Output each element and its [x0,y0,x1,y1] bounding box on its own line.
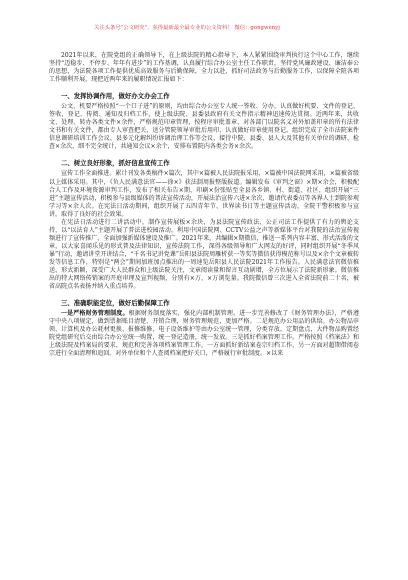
header-notice-text: 关注头条号"公文研究"，获得最新最全最专业的公文资料！ 微信：gongwenyj [94,25,280,31]
paragraph-spacer [49,151,359,155]
section-3-lead: 一是严格财务管理制度。 [61,310,129,318]
document-body [49,52,359,358]
section-3-text: 根据财务制度落实，强化内部机制管理。进一步完善修改了《财务管理办法》，严格遵守中央八项规定，做到票据账目清楚、开销合理，财务管理规范，更加严格。二是规范办公用品的供给。办公物品申领、计算机及办公耗材更换、报修维修，电子设备维护等由办公室统一管理，分类存放，定期盘点，大件物品购置经院党组研究后交由综合办公室统一购置，统一登记造册，统一发放。三是抓好档案管理工作。严格按照《档案法》和上级法院及档案局的要求，规范和完善各项档案管理工作，一方面抓好新结案卷宗归档工作，另一方面对超期借阅卷宗进行全面清理和追回。对外单位和个人查阅档案把好关口，严格履行审批制度。×以来 [49,310,359,358]
section-1-paragraph-1: 公文、机要严格按照“一个口子进”的原则，均由综合办公室专人统一签收、分办，认真做好机要、文件的登记、签收、登记、传阅、通知及归档工作，使上级法院、县委县政府有关文件指示精神迅速传达贯彻。近两年来，共收文、处理、转办各类文件×余件，严格规范印章管理，按程序审批盖章，对各部门以院名义对外加盖印章的所有法律文书和有关文件，都由专人审查把关，送分管院领导审批后用印，认真做好印章使用登记。组织完成了全市法院案件信息调研培训工作会议、县多元化解纠纷诉调治理工作等会议，接待中院、县委、县人大及其他有关单位的调研、检查×余次，细不完全统计，共通知会议×余个，安排布置院内各类会务×余次。 [49,103,359,151]
paragraph-spacer [49,84,359,88]
intro-paragraph: 2021年以来，在院党组的正确领导下，在上级法院的精心指导下，本人紧紧围绕审判执行这个中心工作，继续坚持“迈稳步、不停步、年年有进步”的工作基调，认真履行综合办公室主任工作职责，坚持党风廉政建设、廉洁奉公的思想，为法院各项工作提供优质高效服务与后勤保障，全力以赴，抓好司法政务与后勤服务工作，以保障全院各项工作顺利开展，现把近两年来的履职情况汇报如下： [49,52,359,84]
paragraph-spacer [49,291,359,295]
section-3-paragraph-1 [49,310,359,358]
section-2-paragraph-2: 在宪法日活动进行二讲活动中，制作宣传展板×余块，为县法院宣传政法、公正司法工作提供了有力的舆论支持，以“以法育人”主题开展了普法进校园活动，利用中国法院网、CCTV公益之声等新媒体平台对我院的法治宣传视频进行了宣传推广，全面加强新媒体建设及推广。2021年来，共编辑×期微信，推送一系列内容丰富、形式活泼的文章，以大家喜闻乐见的形式普及法律知识，宣传法院工作，深得各级领导和广大网友的好评，同时组织开展“冬季风暴”行动，邀请讲堂开讲结合，“千名书记讲党课”岳阳县法院周雁析获一等奖等微信获得模范称号以及×余个文章被转发等信息工作，特别是“两会”期间加班加点推出的一周速览岳阳县人民法院2021年工作报告。人民满意法官微信推送，形式新颖，深受广大人民群众和上级法院关注，文章阅读量和留言互动剧增，全方位展示了法院新形象。微信推出的特大网络传销案的开庭审理及宣判视频，分别有×万、×万浏览量。我院微信曾三次进入全省法院前二十名，被省高院点名表扬并纳入重点培养。 [49,218,359,291]
section-2-title: 二、树立良好形象，抓好信息宣传工作 [61,159,170,168]
section-1-title: 一、发挥协调作用，做好办文办会工作 [61,92,170,101]
section-3-title: 三、准确职能定位，做好后勤保障工作 [61,299,170,308]
section-2-paragraph-1: 宣传工作全面推进。累计刊发各类稿件×篇次，其中×篇被人民法院报采用，×篇被中国法院网采用，×篇被省级以上媒体采用。其中，《负人民满意法官——徐×》获法制周报整版报道。编辑发布《审判之窗》×期×余会，积极配合人工作及环境资源审判工作，发布了相关布告×期，印刷×份张贴至全县各乡镇、村、街道、社区，组织开展“三进”主题宣传活动，积极参与县级媒体的普法宣传活动，开展法治宣传六进×余次，邀请代表委员等各界人士到院参观学习等×余人次。在宪法日活动期间，组织开展了五四青年节、世界读书日等主题宣传活动，全院干警积极参与宣讲，取得了良好的社会效果。 [49,170,359,218]
header-banner [94,22,356,34]
